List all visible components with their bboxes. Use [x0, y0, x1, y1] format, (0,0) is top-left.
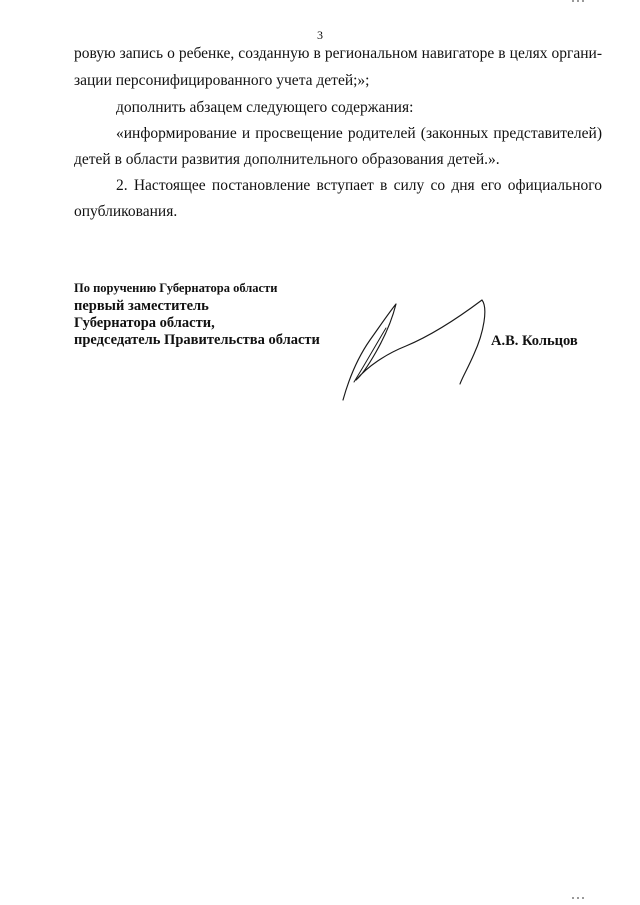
- body-line: зации персонифицированного учета детей;»;: [74, 72, 370, 89]
- signature-instruction: По поручению Губернатора области: [74, 281, 278, 295]
- page-number: 3: [317, 28, 323, 42]
- body-line: дополнить абзацем следующего содержания:: [116, 99, 414, 116]
- scan-mark-top: [572, 0, 584, 2]
- signer-position: председатель Правительства области: [74, 332, 320, 348]
- body-line: 2. Настоящее постановление вступает в силу со дня его официального: [116, 177, 602, 194]
- signer-position: Губернатора области,: [74, 315, 215, 331]
- handwritten-signature: [334, 296, 490, 406]
- signer-name: А.В. Кольцов: [491, 333, 578, 349]
- body-line: ровую запись о ребенке, созданную в региональном навигаторе в целях органи-: [74, 45, 602, 62]
- signer-position: первый заместитель: [74, 298, 209, 314]
- scan-mark-bottom: [572, 897, 584, 899]
- body-line: опубликования.: [74, 203, 178, 220]
- body-line: «информирование и просвещение родителей (законных представителей): [116, 125, 602, 142]
- body-line: детей в области развития дополнительного образования детей.».: [74, 151, 500, 168]
